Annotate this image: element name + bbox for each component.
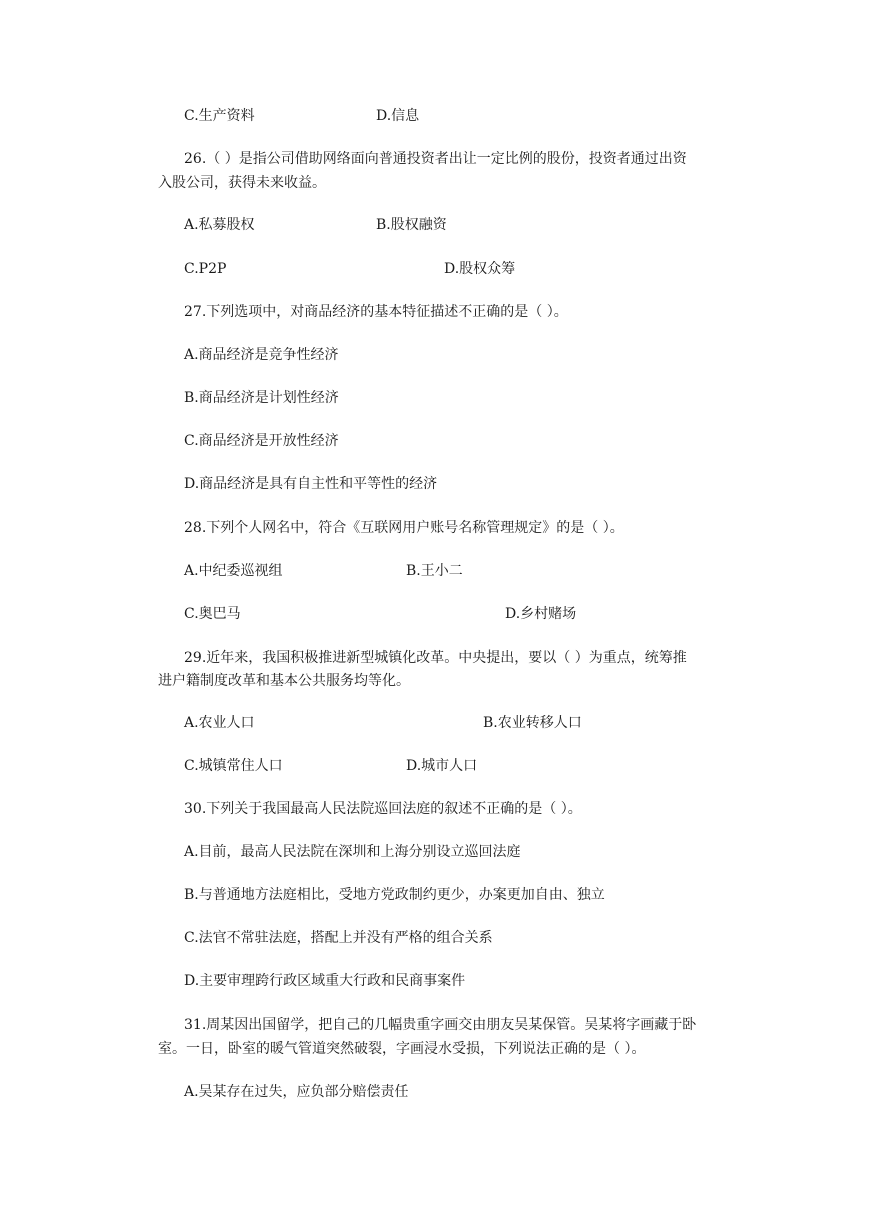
option-29-a: A.农业人口 — [184, 715, 255, 731]
option-29-c: C.城镇常住人口 — [184, 758, 283, 774]
option-28-a: A.中纪委巡视组 — [184, 563, 283, 579]
question-27: 27.下列选项中，对商品经济的基本特征描述不正确的是（ ）。 — [184, 304, 568, 320]
option-26-b: B.股权融资 — [376, 217, 447, 233]
option-28-d: D.乡村赌场 — [505, 606, 577, 622]
option-27-c: C.商品经济是开放性经济 — [184, 433, 339, 449]
option-30-d: D.主要审理跨行政区域重大行政和民商事案件 — [184, 973, 466, 989]
option-26-a: A.私募股权 — [184, 217, 255, 233]
option-28-b: B.王小二 — [406, 563, 463, 579]
question-31-line-2: 室。一日，卧室的暖气管道突然破裂，字画浸水受损，下列说法正确的是（ ）。 — [158, 1041, 646, 1057]
option-27-a: A.商品经济是竞争性经济 — [184, 347, 339, 363]
option-29-d: D.城市人口 — [406, 758, 478, 774]
question-26-line-1: 26.（ ）是指公司借助网络面向普通投资者出让一定比例的股份，投资者通过出资 — [184, 151, 687, 167]
question-29-line-2: 进户籍制度改革和基本公共服务均等化。 — [158, 673, 410, 689]
option-30-a: A.目前，最高人民法院在深圳和上海分别设立巡回法庭 — [184, 844, 521, 860]
option-28-c: C.奥巴马 — [184, 606, 241, 622]
question-31-line-1: 31.周某因出国留学，把自己的几幅贵重字画交由朋友吴某保管。吴某将字画藏于卧 — [184, 1017, 697, 1033]
question-30: 30.下列关于我国最高人民法院巡回法庭的叙述不正确的是（ ）。 — [184, 801, 582, 817]
option-25-d: D.信息 — [376, 108, 420, 124]
option-26-c: C.P2P — [184, 261, 227, 277]
option-27-b: B.商品经济是计划性经济 — [184, 390, 339, 406]
option-27-d: D.商品经济是具有自主性和平等性的经济 — [184, 476, 438, 492]
option-30-c: C.法官不常驻法庭，搭配上并没有严格的组合关系 — [184, 930, 493, 946]
question-26-line-2: 入股公司，获得未来收益。 — [158, 175, 326, 191]
option-26-d: D.股权众筹 — [444, 261, 516, 277]
question-29-line-1: 29.近年来，我国积极推进新型城镇化改革。中央提出，要以（ ）为重点，统筹推 — [184, 650, 687, 666]
option-30-b: B.与普通地方法庭相比，受地方党政制约更少，办案更加自由、独立 — [184, 887, 605, 903]
option-31-a: A.吴某存在过失，应负部分赔偿责任 — [184, 1084, 409, 1100]
option-29-b: B.农业转移人口 — [483, 715, 582, 731]
question-28: 28.下列个人网名中，符合《互联网用户账号名称管理规定》的是（ ）。 — [184, 520, 624, 536]
option-25-c: C.生产资料 — [184, 108, 255, 124]
